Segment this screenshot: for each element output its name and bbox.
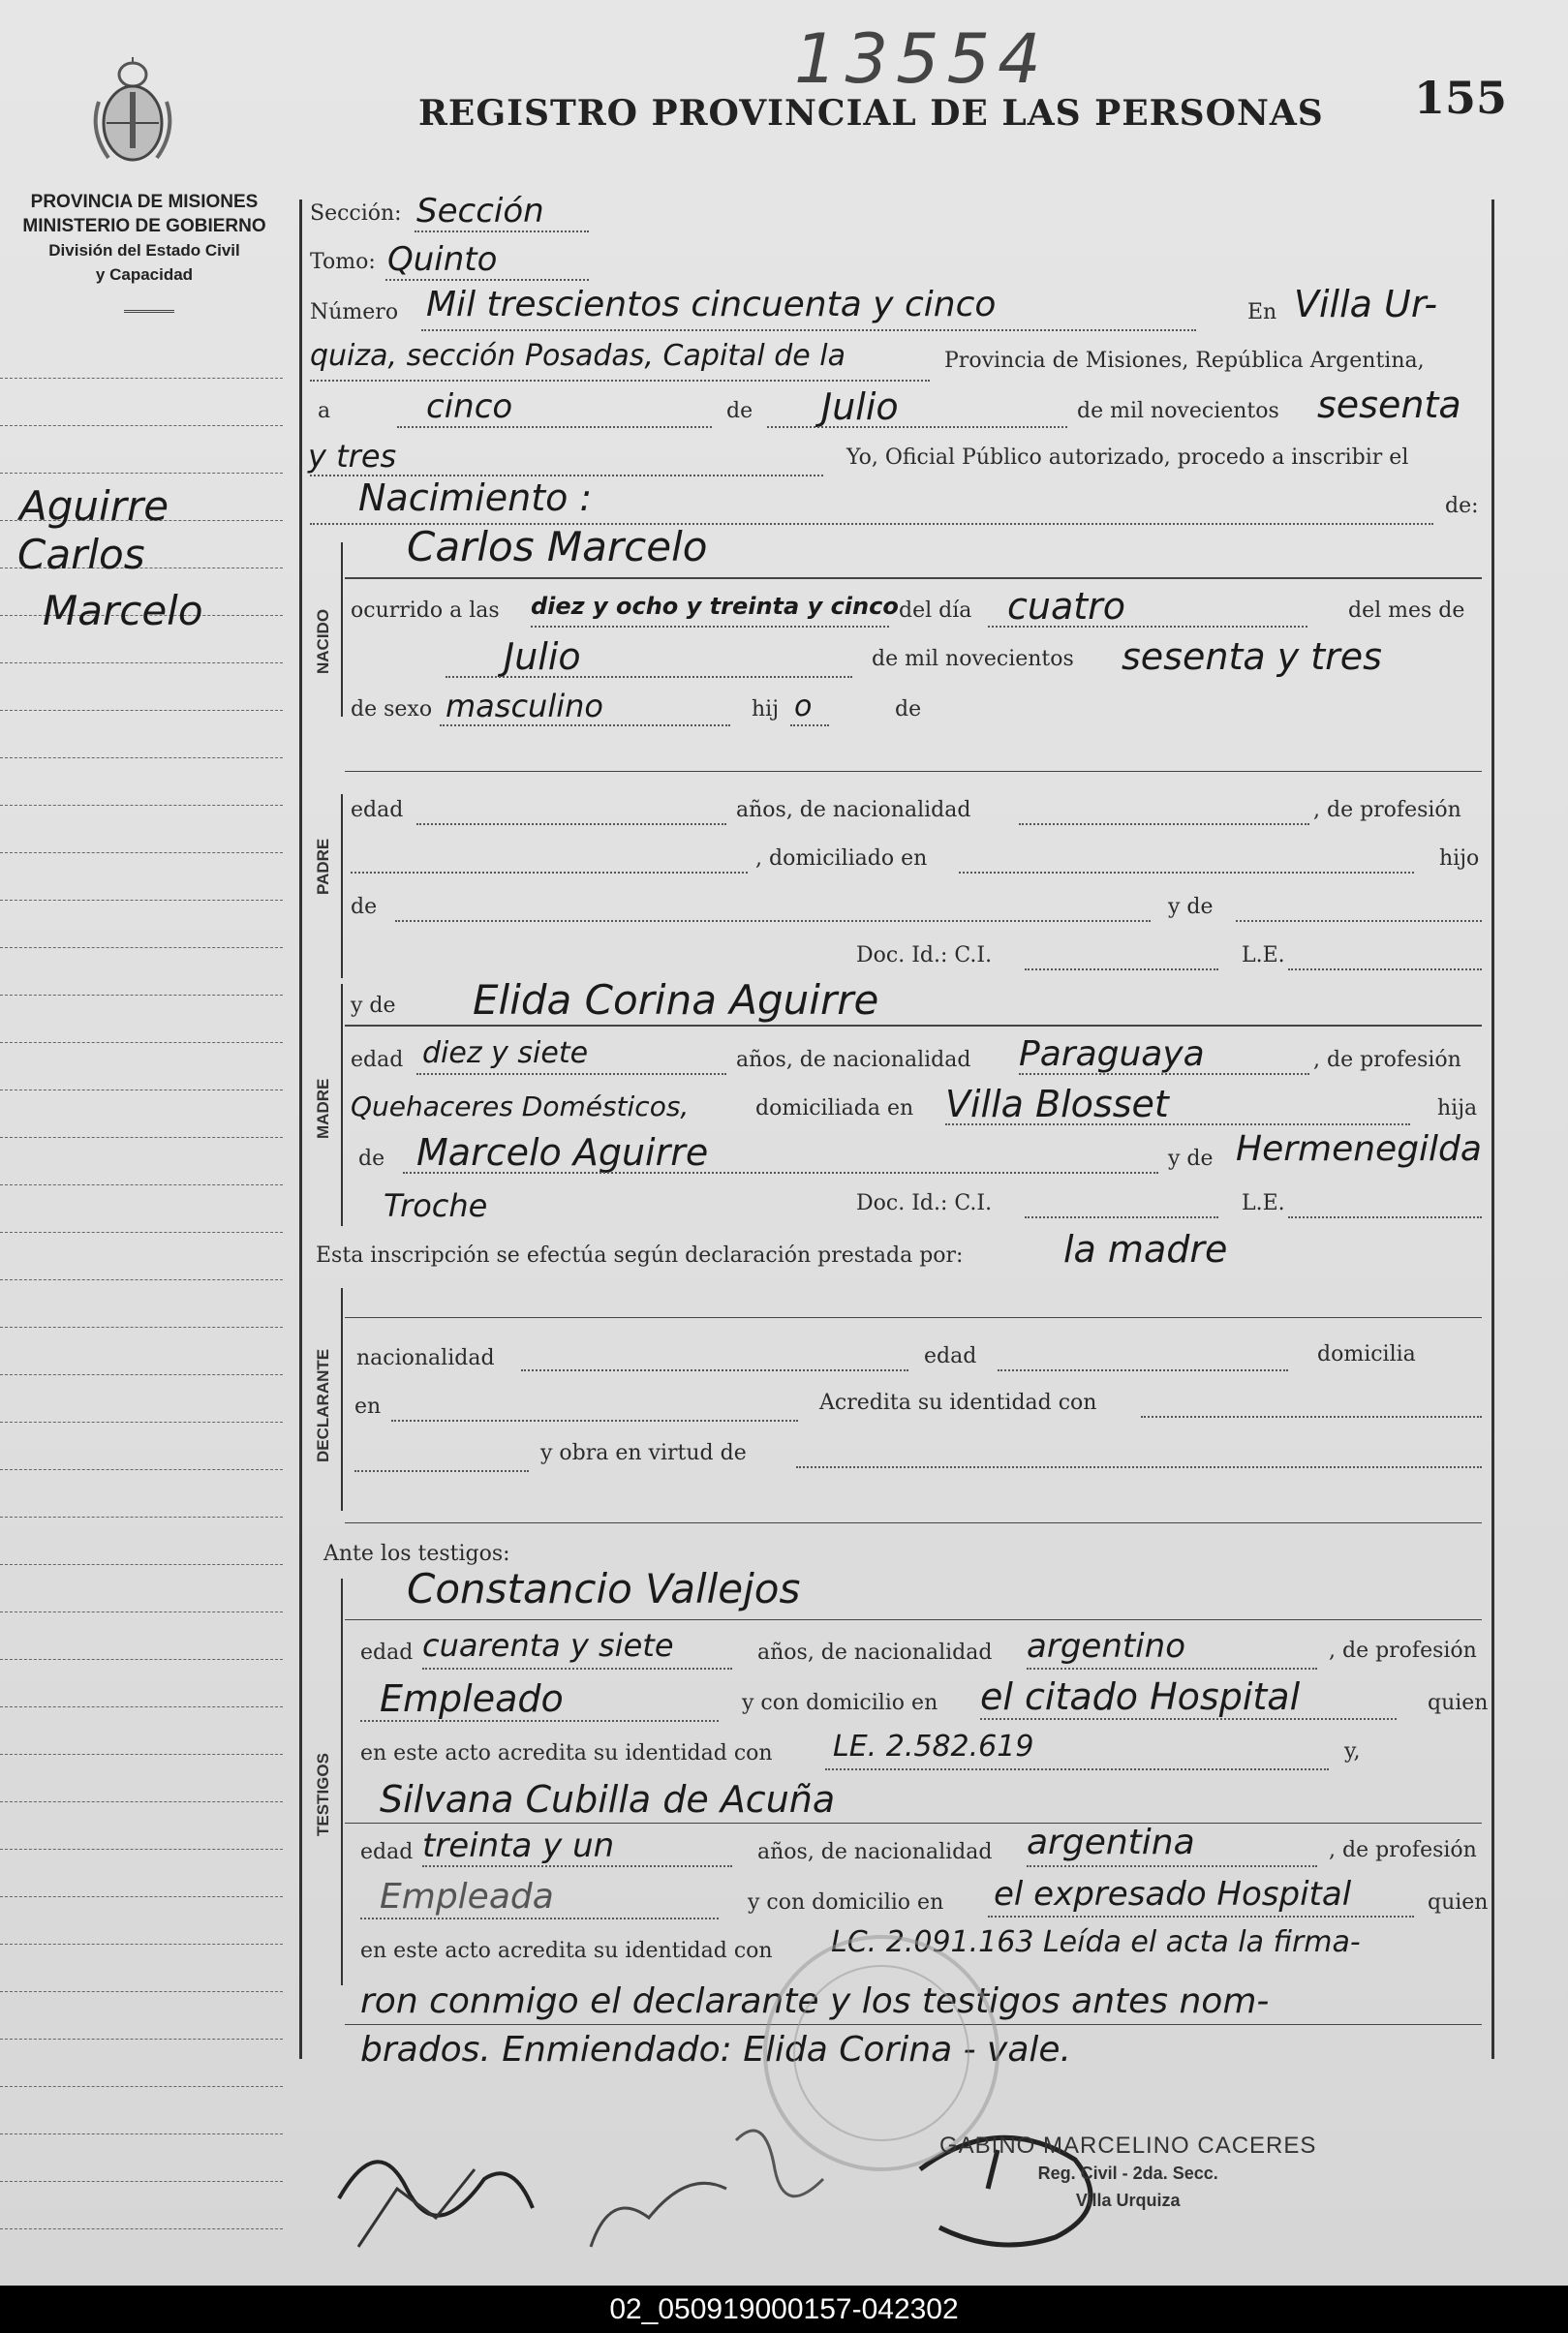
margin-middlename: Marcelo — [43, 587, 203, 634]
month-line — [767, 426, 1067, 428]
padre-bracket — [341, 794, 343, 978]
padre-nac-line — [1019, 823, 1309, 825]
margin-ruled-line — [0, 947, 283, 948]
padre-hijo-label: hijo — [1439, 846, 1480, 871]
madre-y-de2-label: y de — [1168, 1147, 1214, 1171]
witness1-edad-value: cuarenta y siete — [422, 1627, 674, 1664]
nacido-bottom-line — [345, 771, 1482, 772]
margin-ruled-line — [0, 805, 283, 806]
closing-line-1: ron conmigo el declarante y los testigos antes nom- — [360, 1981, 1270, 2021]
witness2-nac-label: años, de nacionalidad — [757, 1840, 993, 1864]
de-label: de — [726, 399, 753, 423]
testigos-section-label: TESTIGOS — [314, 1753, 332, 1836]
nacido-day-line — [988, 626, 1307, 628]
numero-label: Número — [310, 300, 399, 324]
year-value: sesenta — [1317, 384, 1461, 426]
official-stamp-location: Villa Urquiza — [1075, 2191, 1181, 2210]
nacido-year-value: sesenta y tres — [1122, 635, 1382, 678]
witness2-prof-label: , de profesión — [1329, 1838, 1477, 1862]
margin-firstname: Carlos — [17, 531, 145, 578]
witness2-doc-value: LC. 2.091.163 Leída el acta la firma- — [831, 1925, 1361, 1959]
seccion-label: Sección: — [310, 201, 402, 226]
declarante-bracket — [341, 1288, 343, 1511]
padre-doc-label: Doc. Id.: C.I. — [856, 943, 993, 967]
madre-mother-value: Hermenegilda — [1236, 1129, 1482, 1169]
nacido-section-label: NACIDO — [314, 608, 332, 674]
madre-de-label: de — [358, 1147, 385, 1171]
margin-ruled-line — [0, 662, 283, 663]
margin-ruled-line — [0, 378, 283, 379]
agency-ministry: MINISTERIO DE GOBIERNO — [22, 216, 266, 236]
sexo-value: masculino — [446, 688, 603, 724]
margin-ruled-line — [0, 1849, 283, 1850]
padre-section-label: PADRE — [314, 838, 332, 895]
padre-le-line — [1288, 968, 1482, 970]
numero-line — [421, 329, 1196, 331]
declarante-nac-line — [521, 1369, 908, 1371]
margin-ruled-line — [0, 852, 283, 853]
padre-doc-line — [1025, 968, 1218, 970]
declarante-bottom-line — [345, 1522, 1482, 1523]
nacido-de-label: de — [895, 697, 922, 721]
madre-hija-label: hija — [1437, 1096, 1478, 1120]
seccion-line — [415, 230, 589, 232]
madre-doc-label: Doc. Id.: C.I. — [856, 1191, 993, 1215]
declarante-edad-label: edad — [924, 1344, 977, 1368]
year-value-cont: y tres — [308, 438, 397, 475]
agency-division: División del Estado Civil — [48, 241, 240, 260]
madre-edad-value: diez y siete — [422, 1036, 589, 1070]
madre-doc-line — [1025, 1216, 1218, 1218]
place-line — [310, 380, 930, 382]
declarante-obra-label: y obra en virtud de — [540, 1441, 747, 1465]
margin-ruled-line — [0, 425, 283, 426]
official-stamp-office: Reg. Civil - 2da. Secc. — [1037, 2164, 1218, 2183]
padre-de-label: de — [351, 895, 378, 919]
margin-ruled-line — [0, 1801, 283, 1802]
witness1-quien-label: quien — [1428, 1691, 1489, 1715]
margin-ruled-line — [0, 1944, 283, 1945]
padre-domiciliado-label: , domiciliado en — [755, 846, 928, 871]
margin-ruled-line — [0, 1184, 283, 1185]
madre-father-value: Marcelo Aguirre — [416, 1131, 709, 1174]
margin-ruled-line — [0, 1706, 283, 1707]
margin-surname: Aguirre — [19, 482, 169, 530]
witness2-nac-value: argentina — [1027, 1823, 1195, 1862]
day-line — [397, 426, 712, 428]
year-text: de mil novecientos — [1077, 399, 1279, 423]
witness1-domicilio-label: y con domicilio en — [742, 1691, 938, 1715]
official-stamp-name: GABINO MARCELINO CACERES — [939, 2133, 1317, 2159]
declarante-obra-line — [796, 1466, 1482, 1468]
witness1-nac-label: años, de nacionalidad — [757, 1641, 993, 1665]
tomo-line — [385, 279, 589, 281]
margin-ruled-line — [0, 1754, 283, 1755]
padre-nac-label: años, de nacionalidad — [736, 798, 971, 822]
margin-ruled-line — [0, 1327, 283, 1328]
declarante-acredita-line — [1141, 1416, 1482, 1418]
margin-ruled-line — [0, 757, 283, 758]
sexo-label: de sexo — [351, 697, 433, 721]
madre-le-line — [1288, 1216, 1482, 1218]
form-right-border — [1491, 200, 1494, 2059]
coat-of-arms-icon — [89, 53, 176, 169]
margin-ruled-line — [0, 995, 283, 996]
testigos-intro: Ante los testigos: — [323, 1542, 510, 1566]
declarante-domicilia-label: domicilia — [1317, 1342, 1416, 1366]
margin-ruled-line — [0, 1659, 283, 1660]
margin-ruled-line — [0, 2039, 283, 2040]
madre-edad-label: edad — [351, 1048, 404, 1072]
province-text: Provincia de Misiones, República Argentina, — [944, 349, 1425, 373]
hij-label: hij — [752, 697, 780, 721]
hour-value: diez y ocho y treinta y cinco — [531, 593, 899, 620]
witness1-domicilio-line — [980, 1718, 1397, 1720]
witness2-prof-line — [360, 1918, 719, 1919]
madre-nac-label: años, de nacionalidad — [736, 1048, 971, 1072]
witness1-prof-line — [360, 1720, 719, 1722]
witness1-nac-line — [1027, 1668, 1317, 1670]
margin-ruled-line — [0, 1137, 283, 1138]
padre-prof-label: , de profesión — [1313, 798, 1461, 822]
form-left-border — [299, 200, 302, 2059]
scan-id-footer: 02_050919000157-042302 — [0, 2286, 1568, 2333]
hij-value: o — [794, 690, 813, 723]
madre-father-line — [403, 1172, 1158, 1174]
madre-section-label: MADRE — [314, 1078, 332, 1139]
witness2-edad-label: edad — [360, 1840, 414, 1864]
day-value: cinco — [426, 387, 513, 426]
margin-ruled-line — [0, 1042, 283, 1043]
madre-bracket — [341, 984, 343, 1226]
closing-line-2: brados. Enmiendado: Elida Corina - vale. — [360, 2030, 1071, 2070]
declarante-top-line — [345, 1317, 1482, 1318]
page-number: 155 — [1414, 72, 1508, 124]
act-value: Nacimiento : — [358, 476, 593, 519]
de-colon-label: de: — [1445, 494, 1479, 518]
page-title: REGISTRO PROVINCIAL DE LAS PERSONAS — [418, 93, 1324, 134]
nacido-month-line — [446, 676, 852, 678]
official-stamp — [939, 2133, 1316, 2214]
agency-underline — [124, 310, 174, 313]
margin-ruled-line — [0, 1374, 283, 1375]
nacido-name-line — [345, 577, 1482, 579]
witness1-doc-line — [825, 1768, 1329, 1770]
witness1-domicilio-value: el citado Hospital — [980, 1675, 1301, 1718]
witness2-domicilio-line — [988, 1916, 1414, 1918]
tomo-value: Quinto — [387, 240, 498, 279]
hij-line — [790, 724, 829, 726]
seccion-value: Sección — [416, 192, 544, 230]
nacido-bracket — [341, 542, 343, 717]
witness2-nac-line — [1027, 1865, 1317, 1867]
nacido-year-text: de mil novecientos — [872, 647, 1074, 671]
ocurrido-label: ocurrido a las — [351, 599, 500, 623]
madre-name: Elida Corina Aguirre — [473, 976, 879, 1024]
padre-edad-label: edad — [351, 798, 404, 822]
witness1-acredita-label: en este acto acredita su identidad con — [360, 1741, 773, 1765]
padre-domicilio-line — [959, 872, 1414, 874]
madre-le-label: L.E. — [1242, 1191, 1285, 1215]
declarante-en-line — [391, 1420, 798, 1422]
witness2-domicilio-value: el expresado Hospital — [994, 1875, 1352, 1914]
tomo-label: Tomo: — [310, 250, 376, 274]
declarante-edad-line — [998, 1369, 1288, 1371]
declarante-section-label: DECLARANTE — [314, 1348, 332, 1462]
witness2-edad-line — [422, 1865, 732, 1867]
a-label: a — [318, 399, 331, 423]
witness2-prof-value: Empleada — [380, 1877, 554, 1917]
madre-y-de-label: y de — [351, 994, 396, 1018]
witness1-nac-value: argentino — [1027, 1627, 1185, 1666]
witness2-name: Silvana Cubilla de Acuña — [380, 1778, 836, 1821]
margin-ruled-line — [0, 1896, 283, 1897]
padre-y-de-label: y de — [1168, 895, 1214, 919]
witness2-edad-value: treinta y un — [422, 1826, 615, 1865]
padre-de-line — [395, 920, 1151, 922]
testigos-bracket — [341, 1579, 343, 1985]
witness1-doc-value: LE. 2.582.619 — [833, 1730, 1034, 1764]
madre-prof-label: , de profesión — [1313, 1048, 1461, 1072]
official-text: Yo, Oficial Público autorizado, procedo a inscribir el — [846, 445, 1409, 470]
witness1-prof-value: Empleado — [380, 1677, 564, 1720]
del-mes-label: del mes de — [1348, 599, 1465, 623]
witness1-edad-line — [422, 1668, 732, 1670]
sexo-line — [440, 724, 730, 726]
margin-ruled-line — [0, 2228, 283, 2229]
numero-value: Mil trescientos cincuenta y cinco — [426, 285, 997, 324]
declaration-label: Esta inscripción se efectúa según declaración prestada por: — [316, 1243, 964, 1268]
declarante-nac-label: nacionalidad — [356, 1346, 495, 1370]
madre-domicilio-line — [945, 1123, 1410, 1125]
witness2-name-line — [345, 1823, 1482, 1824]
nacido-day-value: cuatro — [1007, 585, 1126, 628]
witness1-edad-label: edad — [360, 1641, 414, 1665]
madre-nac-value: Paraguaya — [1019, 1034, 1205, 1074]
en-value: Villa Ur- — [1294, 283, 1438, 325]
padre-y-de-line — [1236, 920, 1482, 922]
witness1-name: Constancio Vallejos — [407, 1565, 801, 1612]
agency-province: PROVINCIA DE MISIONES — [30, 192, 259, 212]
margin-ruled-line — [0, 1422, 283, 1423]
margin-ruled-line — [0, 1232, 283, 1233]
witness2-acredita-label: en este acto acredita su identidad con — [360, 1939, 773, 1963]
agency-block — [4, 190, 285, 287]
witness2-quien-label: quien — [1428, 1890, 1489, 1915]
margin-ruled-line — [0, 1469, 283, 1470]
del-dia-label: del día — [899, 599, 972, 623]
declarante-pre-obra-line — [354, 1470, 529, 1472]
declarante-en-label: en — [354, 1395, 382, 1419]
en-label: En — [1247, 300, 1277, 324]
margin-ruled-line — [0, 473, 283, 474]
nacido-name: Carlos Marcelo — [407, 523, 708, 570]
margin-ruled-line — [0, 1279, 283, 1280]
madre-mother-value-cont: Troche — [384, 1187, 488, 1224]
witness1-name-line — [345, 1619, 1482, 1620]
hour-line — [531, 626, 889, 628]
padre-le-label: L.E. — [1242, 943, 1285, 967]
madre-name-line — [345, 1025, 1482, 1027]
witness1-prof-label: , de profesión — [1329, 1639, 1477, 1663]
madre-nac-line — [1019, 1073, 1309, 1075]
madre-prof-value: Quehaceres Domésticos, — [351, 1090, 690, 1122]
agency-capacity: y Capacidad — [95, 265, 194, 284]
margin-ruled-line — [0, 900, 283, 901]
month-value: Julio — [821, 385, 899, 428]
declaration-value: la madre — [1063, 1228, 1228, 1271]
margin-ruled-line — [0, 2133, 283, 2134]
padre-prof-line — [351, 872, 748, 874]
margin-ruled-line — [0, 1991, 283, 1992]
madre-domicilio-value: Villa Blosset — [945, 1083, 1169, 1125]
declarante-acredita-label: Acredita su identidad con — [819, 1391, 1097, 1415]
nacido-month-value: Julio — [504, 635, 581, 678]
madre-edad-line — [416, 1073, 726, 1075]
padre-edad-line — [416, 823, 726, 825]
witness2-domicilio-label: y con domicilio en — [748, 1890, 944, 1915]
margin-ruled-line — [0, 1564, 283, 1565]
witness1-y-comma: y, — [1344, 1739, 1361, 1764]
margin-ruled-line — [0, 2181, 283, 2182]
register-stamp-number: 13554 — [794, 19, 1049, 99]
margin-ruled-line — [0, 1517, 283, 1518]
margin-ruled-line — [0, 2086, 283, 2087]
margin-ruled-line — [0, 710, 283, 711]
madre-domiciliada-label: domiciliada en — [755, 1096, 914, 1120]
place-value: quiza, sección Posadas, Capital de la — [310, 339, 845, 373]
